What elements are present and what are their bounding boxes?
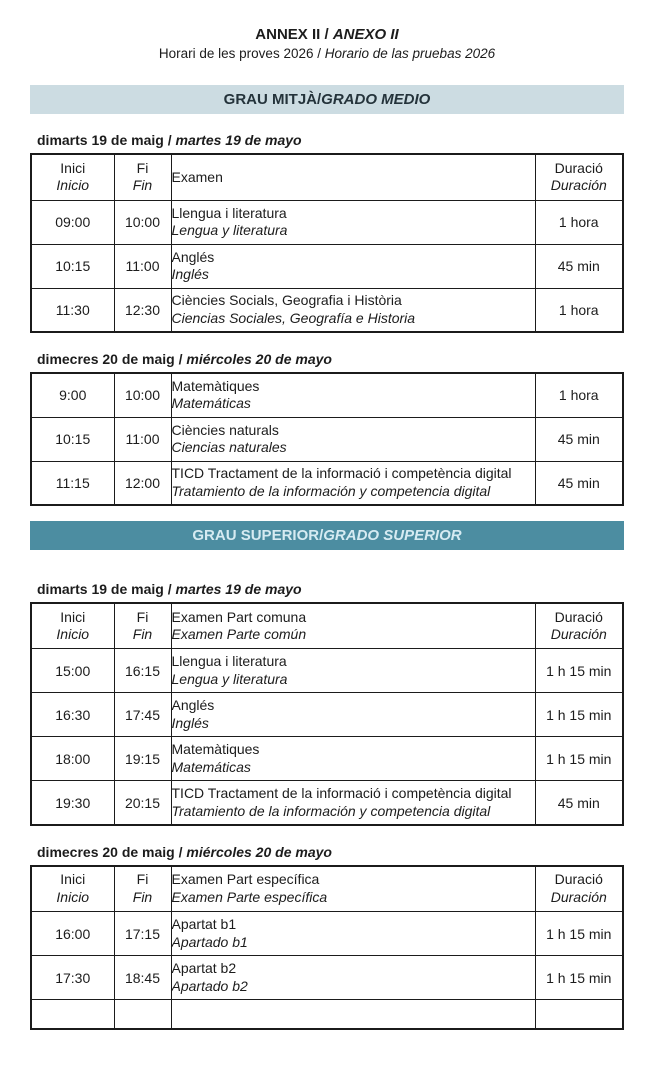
header-duracio-es: Duración [550,626,607,643]
day-heading-gm-dimecres [37,351,624,368]
cell-examen [171,912,535,956]
examen-ca: TICD Tractament de la informació i competència digital [171,465,512,482]
cell-fi: 10:00 [114,200,171,244]
table-row [31,417,623,461]
table-header-row [31,603,623,649]
header-cell-duracio [535,154,623,200]
cell-examen [171,693,535,737]
day-heading-separator: / [163,132,176,149]
cell-examen-empty [171,1000,535,1029]
header-cell-duracio [535,603,623,649]
header-duracio-ca: Duració [554,608,603,625]
examen-ca: Ciències naturals [171,421,279,438]
cell-examen [171,288,535,332]
cell-inici: 10:15 [31,244,114,288]
header-inici-ca: Inici [60,871,86,888]
cell-inici: 19:30 [31,781,114,825]
examen-ca: Apartat b1 [171,916,237,933]
cell-examen [171,956,535,1000]
cell-examen [171,737,535,781]
header-duracio-ca: Duració [554,871,603,888]
header-cell-examen [171,603,535,649]
cell-duracio: 45 min [535,461,623,505]
page-title-ca: ANNEX II [255,26,321,43]
cell-duracio: 1 hora [535,373,623,417]
band-separator: / [319,527,324,545]
day-heading-ca: dimarts 19 de maig [37,581,164,598]
cell-duracio: 45 min [535,781,623,825]
band-separator: / [317,91,322,109]
cell-fi: 16:15 [114,649,171,693]
table-row [31,912,623,956]
cell-inici: 15:00 [31,649,114,693]
examen-es: Tratamiento de la información y competencia digital [171,482,491,499]
table-row [31,373,623,417]
header-duracio-ca: Duració [554,159,603,176]
cell-fi: 18:45 [114,956,171,1000]
cell-inici: 9:00 [31,373,114,417]
cell-examen [171,244,535,288]
title-separator: / [320,26,333,43]
cell-duracio: 1 h 15 min [535,649,623,693]
cell-fi: 20:15 [114,781,171,825]
examen-es: Apartado b1 [171,933,248,950]
band-label-es: GRADO SUPERIOR [323,527,462,545]
day-heading-gs-dimarts [37,581,624,598]
schedule-table-gs-dimecres [30,865,624,1030]
table-row [31,737,623,781]
day-heading-es: miércoles 20 de mayo [186,351,332,368]
subtitle-separator: / [313,46,325,62]
table-row [31,200,623,244]
day-heading-es: martes 19 de mayo [175,132,302,149]
cell-fi: 12:00 [114,461,171,505]
cell-examen [171,200,535,244]
examen-es: Inglés [171,266,209,283]
header-fi-es: Fin [132,626,153,643]
header-cell-inici [31,154,114,200]
cell-fi: 17:15 [114,912,171,956]
header-examen-es: Examen Parte común [171,626,307,643]
examen-es: Matemáticas [171,758,251,775]
header-cell-examen [171,866,535,912]
table-header-row [31,154,623,200]
examen-es: Lengua y literatura [171,222,288,239]
table-row [31,244,623,288]
cell-examen [171,373,535,417]
examen-ca: Matemàtiques [171,741,260,758]
examen-es: Matemáticas [171,395,251,412]
band-label-ca: GRAU SUPERIOR [192,527,320,545]
day-heading-ca: dimarts 19 de maig [37,132,164,149]
cell-inici: 18:00 [31,737,114,781]
header-fi-es: Fin [132,888,153,905]
band-label-es: GRADO MEDIO [321,91,431,109]
examen-ca: Anglés [171,697,215,714]
page-title [30,26,624,43]
schedule-table-gs-dimarts [30,602,624,826]
cell-inici: 16:30 [31,693,114,737]
page-subtitle-ca: Horari de les proves 2026 [158,46,314,62]
day-heading-separator: / [163,581,176,598]
header-cell-examen [171,154,535,200]
section-band-grau-superior [30,521,624,550]
page-title-es: ANEXO II [332,26,399,43]
day-heading-ca: dimecres 20 de maig [37,351,175,368]
cell-examen [171,417,535,461]
cell-inici: 09:00 [31,200,114,244]
page-subtitle [30,46,624,62]
cell-fi-empty [114,1000,171,1029]
header-duracio-es: Duración [550,177,607,194]
day-heading-separator: / [174,351,187,368]
header-examen-ca: Examen Part comuna [171,608,307,625]
header-cell-fi [114,603,171,649]
cell-duracio: 1 h 15 min [535,737,623,781]
header-inici-es: Inicio [56,626,90,643]
cell-duracio: 1 h 15 min [535,693,623,737]
cell-inici: 11:15 [31,461,114,505]
cell-duracio-empty [535,1000,623,1029]
header-cell-duracio [535,866,623,912]
table-row [31,461,623,505]
cell-fi: 19:15 [114,737,171,781]
day-heading-es: martes 19 de mayo [175,581,302,598]
cell-duracio: 45 min [535,244,623,288]
examen-ca: Anglés [171,248,215,265]
cell-fi: 17:45 [114,693,171,737]
examen-es: Apartado b2 [171,977,248,994]
header-duracio-es: Duración [550,888,607,905]
table-row [31,781,623,825]
examen-es: Ciencias naturales [171,439,287,456]
day-heading-gs-dimecres [37,844,624,861]
header-cell-fi [114,154,171,200]
day-heading-ca: dimecres 20 de maig [37,843,175,860]
cell-duracio: 1 hora [535,200,623,244]
header-inici-ca: Inici [60,608,86,625]
schedule-table-gm-dimecres [30,372,624,506]
cell-fi: 10:00 [114,373,171,417]
cell-inici: 11:30 [31,288,114,332]
examen-es: Tratamiento de la información y competencia digital [171,802,491,819]
table-row [31,649,623,693]
header-inici-es: Inicio [56,177,90,194]
examen-es: Inglés [171,714,209,731]
header-inici-ca: Inici [60,159,86,176]
cell-inici: 16:00 [31,912,114,956]
header-fi-ca: Fi [136,159,149,176]
examen-ca: Matemàtiques [171,377,260,394]
day-heading-separator: / [174,843,187,860]
header-fi-es: Fin [132,177,153,194]
examen-es: Ciencias Sociales, Geografía e Historia [171,309,416,326]
header-cell-fi [114,866,171,912]
examen-es: Lengua y literatura [171,670,288,687]
cell-fi: 12:30 [114,288,171,332]
examen-ca: Llengua i literatura [171,204,287,221]
table-row [31,956,623,1000]
header-cell-inici [31,866,114,912]
examen-ca: Apartat b2 [171,960,237,977]
examen-ca: TICD Tractament de la informació i competència digital [171,785,512,802]
cell-fi: 11:00 [114,244,171,288]
cell-inici: 10:15 [31,417,114,461]
cell-duracio: 1 h 15 min [535,956,623,1000]
day-heading-gm-dimarts [37,132,624,149]
header-fi-ca: Fi [136,608,149,625]
examen-ca: Ciències Socials, Geografia i Història [171,292,402,309]
table-row [31,693,623,737]
cell-inici-empty [31,1000,114,1029]
header-examen-ca: Examen Part específica [171,871,320,888]
cell-examen [171,781,535,825]
section-band-grau-mitja [30,85,624,114]
header-cell-inici [31,603,114,649]
cell-examen [171,649,535,693]
empty-table-row [31,1000,623,1029]
schedule-table-gm-dimarts [30,153,624,333]
cell-fi: 11:00 [114,417,171,461]
page-subtitle-es: Horario de las pruebas 2026 [324,46,496,62]
cell-duracio: 1 h 15 min [535,912,623,956]
day-heading-es: miércoles 20 de mayo [186,843,332,860]
header-inici-es: Inicio [56,888,90,905]
cell-inici: 17:30 [31,956,114,1000]
examen-ca: Llengua i literatura [171,653,287,670]
header-examen-ca: Examen [171,168,223,185]
header-examen-es: Examen Parte específica [171,888,328,905]
cell-duracio: 45 min [535,417,623,461]
header-fi-ca: Fi [136,871,149,888]
table-header-row [31,866,623,912]
cell-examen [171,461,535,505]
cell-duracio: 1 hora [535,288,623,332]
band-label-ca: GRAU MITJÀ [223,91,317,109]
table-row [31,288,623,332]
